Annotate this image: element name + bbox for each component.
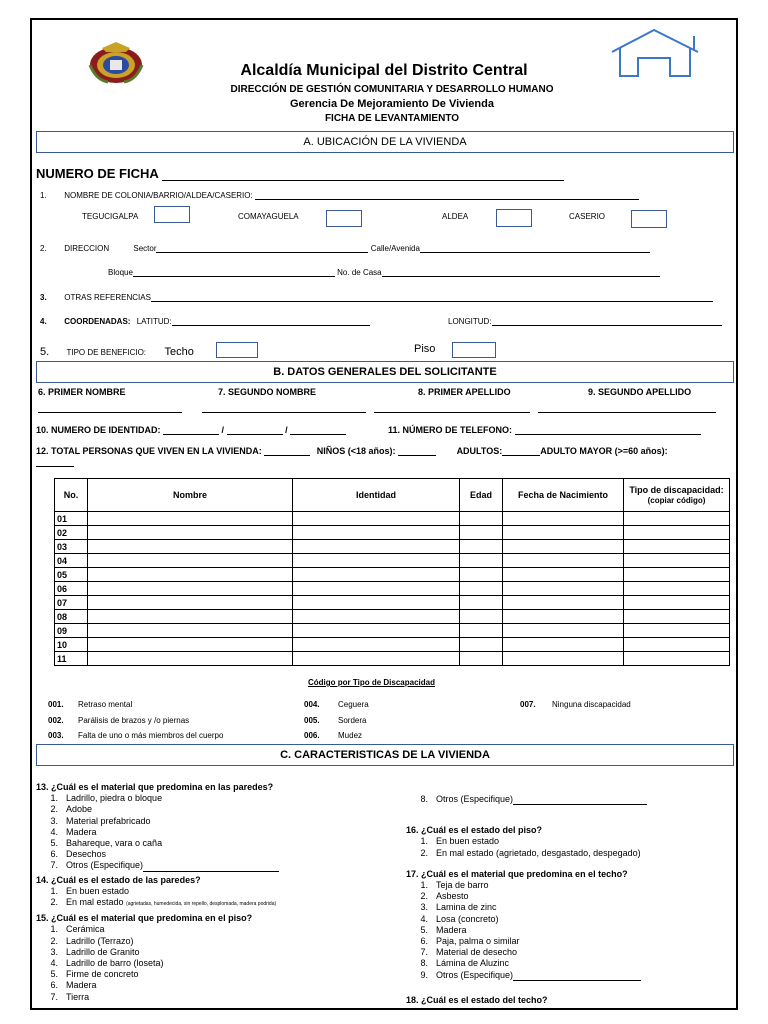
q13-list bbox=[36, 793, 406, 871]
code-004-label: Ceguera bbox=[338, 700, 369, 709]
q17-title: 17. ¿Cuál es el material que predomina en el techo? bbox=[406, 868, 628, 879]
segundo-apellido-field[interactable] bbox=[538, 404, 716, 413]
q17-option-3[interactable]: 3. Lamina de zinc bbox=[420, 902, 497, 913]
table-row bbox=[55, 568, 730, 582]
q15-option-4[interactable]: 4. Ladrillo de barro (loseta) bbox=[50, 958, 164, 969]
table-row bbox=[55, 652, 730, 666]
code-002-label: Parálisis de brazos y /o piernas bbox=[78, 716, 190, 725]
q13-option-6[interactable]: 6. Desechos bbox=[50, 849, 107, 860]
segundo-apellido-label: 9. SEGUNDO APELLIDO bbox=[588, 387, 692, 397]
q18-title: 18. ¿Cuál es el estado del techo? bbox=[406, 994, 548, 1005]
cell-no: 01 bbox=[55, 512, 88, 526]
cell-discapacidad[interactable] bbox=[624, 512, 730, 526]
caserio-checkbox[interactable] bbox=[631, 210, 667, 228]
cell-identidad[interactable] bbox=[293, 596, 460, 610]
aldea-checkbox[interactable] bbox=[496, 209, 532, 227]
techo-checkbox[interactable] bbox=[216, 342, 258, 358]
q13-option-5-label: Bahareque, vara o caña bbox=[66, 838, 163, 849]
cell-identidad[interactable] bbox=[293, 526, 460, 540]
telefono-label: 11. NÚMERO DE TELEFONO: bbox=[388, 425, 513, 435]
q2-direccion bbox=[40, 243, 650, 253]
identidad-label: 10. NUMERO DE IDENTIDAD: bbox=[36, 425, 161, 435]
q5-number: 5. bbox=[40, 346, 50, 358]
ninos-field[interactable] bbox=[398, 446, 436, 456]
identidad-sep-1: / bbox=[221, 425, 225, 435]
code-003-label: Falta de uno o más miembros del cuerpo bbox=[78, 731, 224, 740]
identidad-row bbox=[36, 425, 346, 435]
page-title: Alcaldía Municipal del Distrito Central bbox=[240, 62, 528, 79]
cell-no: 11 bbox=[55, 652, 88, 666]
q15-list bbox=[36, 924, 406, 1002]
cell-identidad[interactable] bbox=[293, 512, 460, 526]
cell-identidad[interactable] bbox=[293, 624, 460, 638]
q17-list bbox=[406, 880, 736, 981]
cell-fecha[interactable] bbox=[503, 512, 624, 526]
q17-option-8[interactable]: 8. Lámina de Aluzinc bbox=[420, 958, 510, 969]
q15-option-6[interactable]: 6. Madera bbox=[50, 980, 97, 991]
cell-nombre[interactable] bbox=[88, 652, 293, 666]
q2-number: 2. bbox=[40, 244, 47, 253]
segundo-nombre-label: 7. SEGUNDO NOMBRE bbox=[218, 387, 317, 397]
adulto-mayor-field[interactable] bbox=[36, 460, 74, 467]
table-row bbox=[55, 610, 730, 624]
cell-discapacidad[interactable] bbox=[624, 638, 730, 652]
table-row bbox=[55, 582, 730, 596]
col-edad: Edad bbox=[460, 479, 503, 512]
table-row bbox=[55, 526, 730, 540]
q17-option-4[interactable]: 4. Losa (concreto) bbox=[420, 913, 499, 924]
q15-option-1[interactable]: 1. Cerámica bbox=[50, 924, 105, 935]
personas-row bbox=[36, 446, 668, 456]
q17-option-1[interactable]: 1. Teja de barro bbox=[420, 880, 489, 891]
q17-option-5[interactable]: 5. Madera bbox=[420, 924, 467, 935]
q16-option-1-label: En buen estado bbox=[436, 836, 500, 847]
cell-fecha[interactable] bbox=[503, 596, 624, 610]
section-a-header: A. UBICACIÓN DE LA VIVIENDA bbox=[36, 131, 734, 153]
cell-fecha[interactable] bbox=[503, 554, 624, 568]
cell-fecha[interactable] bbox=[503, 568, 624, 582]
colonia-field[interactable] bbox=[255, 190, 639, 200]
q4-coordenadas bbox=[40, 316, 370, 326]
q13-option-6-label: Desechos bbox=[66, 849, 107, 860]
calle-field[interactable] bbox=[420, 243, 650, 253]
cell-no: 06 bbox=[55, 582, 88, 596]
referencias-field[interactable] bbox=[151, 292, 713, 302]
opt-aldea-label: ALDEA bbox=[442, 212, 469, 221]
q17-option-6[interactable]: 6. Paja, palma o similar bbox=[420, 936, 520, 947]
q14-option-2[interactable]: 2. En mal estado (agrietadas, humedecida, sin repello, desplomada, madera podrida) bbox=[50, 897, 277, 908]
q1-colonia bbox=[40, 190, 639, 200]
q14-option-2-note: (agrietadas, humedecida, sin repello, desplomada, madera podrida) bbox=[126, 901, 277, 908]
techo-label: Techo bbox=[164, 346, 194, 358]
piso-label: Piso bbox=[414, 343, 436, 355]
q13-option-1[interactable]: 1. Ladrillo, piedra o bloque bbox=[50, 793, 163, 804]
form-page bbox=[30, 18, 738, 1010]
cell-nombre[interactable] bbox=[88, 526, 293, 540]
code-006 bbox=[304, 731, 362, 740]
cell-discapacidad[interactable] bbox=[624, 582, 730, 596]
cell-fecha[interactable] bbox=[503, 624, 624, 638]
section-c-header: C. CARACTERISTICAS DE LA VIVIENDA bbox=[36, 744, 734, 766]
cell-identidad[interactable] bbox=[293, 540, 460, 554]
segundo-nombre-field[interactable] bbox=[202, 404, 366, 413]
code-007-num: 007. bbox=[520, 700, 536, 709]
q3-number: 3. bbox=[40, 293, 47, 302]
cell-nombre[interactable] bbox=[88, 582, 293, 596]
primer-apellido-field[interactable] bbox=[374, 404, 530, 413]
code-001-label: Retraso mental bbox=[78, 700, 133, 709]
q17-option-9-label: Otros (Especifique) bbox=[436, 969, 514, 980]
subtitle-direccion: DIRECCIÓN DE GESTIÓN COMUNITARIA Y DESARROLLO HUMANO bbox=[230, 84, 554, 95]
cell-edad[interactable] bbox=[460, 540, 503, 554]
comayaguela-checkbox[interactable] bbox=[326, 210, 362, 227]
cell-edad[interactable] bbox=[460, 526, 503, 540]
q16-option-2-label: En mal estado (agrietado, desgastado, despegado) bbox=[436, 847, 641, 858]
q3-label: OTRAS REFERENCIAS bbox=[64, 293, 151, 302]
q15-option-6-label: Madera bbox=[66, 980, 97, 991]
numero-ficha-field[interactable] bbox=[162, 171, 564, 181]
bloque-field[interactable] bbox=[133, 267, 335, 277]
cell-discapacidad[interactable] bbox=[624, 596, 730, 610]
primer-nombre-label: 6. PRIMER NOMBRE bbox=[38, 387, 126, 397]
cell-no: 03 bbox=[55, 540, 88, 554]
bloque-label: Bloque bbox=[108, 268, 133, 277]
cell-identidad[interactable] bbox=[293, 610, 460, 624]
q2-label: DIRECCION bbox=[64, 244, 110, 253]
q13-option-8[interactable]: 8. Otros (Especifique) bbox=[406, 794, 736, 805]
cell-edad[interactable] bbox=[460, 568, 503, 582]
piso-checkbox[interactable] bbox=[452, 342, 496, 358]
numero-ficha-label bbox=[36, 166, 564, 181]
cell-nombre[interactable] bbox=[88, 554, 293, 568]
longitud-row bbox=[448, 316, 722, 326]
q17-option-9[interactable]: 9. Otros (Especifique) bbox=[406, 970, 736, 981]
opt-tegucigalpa-label: TEGUCIGALPA bbox=[82, 212, 139, 221]
opt-caserio-label: CASERIO bbox=[569, 212, 606, 221]
longitud-label: LONGITUD: bbox=[448, 317, 492, 326]
cell-fecha[interactable] bbox=[503, 638, 624, 652]
personas-label: 12. TOTAL PERSONAS QUE VIVEN EN LA VIVIENDA: bbox=[36, 446, 262, 456]
code-003-num: 003. bbox=[48, 731, 64, 740]
q13-option-2[interactable]: 2. Adobe bbox=[50, 804, 93, 815]
q13-title: 13. ¿Cuál es el material que predomina en las paredes? bbox=[36, 782, 274, 792]
q16-option-1[interactable]: 1. En buen estado bbox=[420, 836, 500, 847]
subtitle-gerencia: Gerencia De Mejoramiento De Vivienda bbox=[290, 98, 494, 110]
cell-edad[interactable] bbox=[460, 596, 503, 610]
section-b-header: B. DATOS GENERALES DEL SOLICITANTE bbox=[36, 361, 734, 383]
q13-otros-field[interactable] bbox=[143, 862, 279, 872]
code-004 bbox=[304, 700, 369, 709]
primer-apellido-label: 8. PRIMER APELLIDO bbox=[418, 387, 511, 397]
cell-no: 10 bbox=[55, 638, 88, 652]
ninos-label: NIÑOS (<18 años): bbox=[316, 446, 396, 456]
q13-option-2-label: Adobe bbox=[66, 804, 93, 815]
cell-edad[interactable] bbox=[460, 624, 503, 638]
cell-discapacidad[interactable] bbox=[624, 652, 730, 666]
q17-option-5-label: Madera bbox=[436, 924, 467, 935]
table-row bbox=[55, 638, 730, 652]
code-006-num: 006. bbox=[304, 731, 320, 740]
q1-number: 1. bbox=[40, 191, 47, 200]
table-row bbox=[55, 512, 730, 526]
q13-option-4-label: Madera bbox=[66, 826, 97, 837]
cell-discapacidad[interactable] bbox=[624, 568, 730, 582]
q13-option-7[interactable]: 7. Otros (Especifique) bbox=[36, 860, 406, 871]
numero-ficha-text: NUMERO DE FICHA bbox=[36, 166, 159, 181]
q15-title: 15. ¿Cuál es el material que predomina en el piso? bbox=[36, 913, 253, 924]
q3-referencias bbox=[40, 292, 713, 302]
q13-option-5[interactable]: 5. Bahareque, vara o caña bbox=[50, 838, 163, 849]
identidad-field-2[interactable] bbox=[227, 425, 283, 435]
q5-beneficio bbox=[40, 342, 194, 360]
q17-option-3-label: Lamina de zinc bbox=[436, 902, 497, 913]
cell-fecha[interactable] bbox=[503, 540, 624, 554]
code-003 bbox=[48, 731, 223, 740]
left-questions bbox=[36, 782, 406, 1003]
q17-option-8-label: Lámina de Aluzinc bbox=[436, 958, 510, 969]
identidad-field-1[interactable] bbox=[163, 425, 219, 435]
q13-option-8-label: Otros (Especifique) bbox=[436, 794, 514, 804]
codigos-title: Código por Tipo de Discapacidad bbox=[308, 678, 435, 687]
tegucigalpa-checkbox[interactable] bbox=[154, 206, 190, 223]
persons-table bbox=[54, 478, 730, 666]
opt-comayaguela-label: COMAYAGUELA bbox=[238, 212, 299, 221]
cell-discapacidad[interactable] bbox=[624, 526, 730, 540]
q17-option-2-label: Asbesto bbox=[436, 891, 469, 902]
table-header-row bbox=[55, 479, 730, 512]
q13-option-1-label: Ladrillo, piedra o bloque bbox=[66, 793, 163, 804]
cell-identidad[interactable] bbox=[293, 638, 460, 652]
cell-discapacidad[interactable] bbox=[624, 624, 730, 638]
q5-label: TIPO DE BENEFICIO: bbox=[66, 348, 147, 357]
table-row bbox=[55, 540, 730, 554]
q14-option-2-label: En mal estado bbox=[66, 897, 124, 908]
sector-label: Sector bbox=[133, 244, 157, 253]
calle-label: Calle/Avenida bbox=[370, 244, 420, 253]
q16-option-2[interactable]: 2. En mal estado (agrietado, desgastado, despegado) bbox=[420, 847, 641, 858]
table-row bbox=[55, 624, 730, 638]
q4-label: COORDENADAS: bbox=[64, 317, 131, 326]
code-001 bbox=[48, 700, 132, 709]
q16-list bbox=[406, 836, 736, 858]
identidad-sep-2: / bbox=[285, 425, 288, 435]
q17-option-6-label: Paja, palma o similar bbox=[436, 936, 520, 947]
q1-label: NOMBRE DE COLONIA/BARRIO/ALDEA/CASERIO: bbox=[64, 191, 253, 200]
q14-option-1-label: En buen estado bbox=[66, 885, 130, 896]
telefono-field[interactable] bbox=[515, 425, 701, 435]
q4-number: 4. bbox=[40, 317, 47, 326]
code-005-label: Sordera bbox=[338, 716, 367, 725]
right-questions bbox=[406, 794, 736, 1006]
q15-option-5-label: Firme de concreto bbox=[66, 969, 139, 980]
table-row bbox=[55, 554, 730, 568]
code-002-num: 002. bbox=[48, 716, 64, 725]
code-005 bbox=[304, 716, 366, 725]
cell-edad[interactable] bbox=[460, 554, 503, 568]
bloque-row bbox=[108, 267, 660, 277]
q17-option-2[interactable]: 2. Asbesto bbox=[420, 891, 469, 902]
table-row bbox=[55, 596, 730, 610]
code-001-num: 001. bbox=[48, 700, 64, 709]
col-fecha: Fecha de Nacimiento bbox=[503, 479, 624, 512]
cell-nombre[interactable] bbox=[88, 624, 293, 638]
q15-option-2-label: Ladrillo (Terrazo) bbox=[66, 935, 134, 946]
q13-option-8-field[interactable] bbox=[513, 795, 647, 805]
cell-fecha[interactable] bbox=[503, 610, 624, 624]
primer-nombre-field[interactable] bbox=[38, 404, 182, 413]
q17-option-1-label: Teja de barro bbox=[436, 880, 489, 891]
q15-option-2[interactable]: 2. Ladrillo (Terrazo) bbox=[50, 935, 134, 946]
cell-identidad[interactable] bbox=[293, 652, 460, 666]
col-nombre: Nombre bbox=[88, 479, 293, 512]
col-discapacidad bbox=[624, 479, 730, 512]
cell-edad[interactable] bbox=[460, 582, 503, 596]
latitud-label: LATITUD: bbox=[136, 317, 172, 326]
q14-option-1[interactable]: 1. En buen estado bbox=[50, 885, 130, 896]
q13-option-4[interactable]: 4. Madera bbox=[50, 826, 97, 837]
col-discapacidad-title: Tipo de discapacidad: bbox=[629, 485, 724, 495]
cell-nombre[interactable] bbox=[88, 540, 293, 554]
cell-nombre[interactable] bbox=[88, 568, 293, 582]
cell-no: 05 bbox=[55, 568, 88, 582]
cell-fecha[interactable] bbox=[503, 526, 624, 540]
q14-title: 14. ¿Cuál es el estado de las paredes? bbox=[36, 874, 201, 885]
personas-field[interactable] bbox=[264, 446, 310, 456]
cell-edad[interactable] bbox=[460, 512, 503, 526]
cell-fecha[interactable] bbox=[503, 652, 624, 666]
cell-nombre[interactable] bbox=[88, 596, 293, 610]
cell-nombre[interactable] bbox=[88, 638, 293, 652]
cell-identidad[interactable] bbox=[293, 582, 460, 596]
code-007 bbox=[520, 700, 631, 709]
casa-field[interactable] bbox=[382, 267, 660, 277]
col-identidad: Identidad bbox=[293, 479, 460, 512]
cell-nombre[interactable] bbox=[88, 512, 293, 526]
latitud-field[interactable] bbox=[172, 316, 370, 326]
casa-label: No. de Casa bbox=[337, 268, 382, 277]
q17-option-7[interactable]: 7. Material de desecho bbox=[420, 947, 518, 958]
sector-field[interactable] bbox=[156, 243, 368, 253]
q13-option-7-label: Otros (Especifique) bbox=[66, 860, 144, 871]
cell-edad[interactable] bbox=[460, 610, 503, 624]
subtitle-ficha: FICHA DE LEVANTAMIENTO bbox=[324, 113, 460, 124]
q17-option-7-label: Material de desecho bbox=[436, 947, 518, 958]
q15-option-5[interactable]: 5. Firme de concreto bbox=[50, 969, 139, 980]
telefono-row bbox=[388, 425, 701, 435]
cell-no: 08 bbox=[55, 610, 88, 624]
adultos-field[interactable] bbox=[502, 446, 540, 456]
cell-identidad[interactable] bbox=[293, 568, 460, 582]
q15-option-7[interactable]: 7. Tierra bbox=[50, 991, 90, 1002]
q15-option-1-label: Cerámica bbox=[66, 924, 105, 935]
code-005-num: 005. bbox=[304, 716, 320, 725]
adulto-mayor-label: ADULTO MAYOR (>=60 años): bbox=[540, 446, 668, 456]
q13-option-3-label: Material prefabricado bbox=[66, 815, 151, 826]
code-004-num: 004. bbox=[304, 700, 320, 709]
col-discapacidad-note: (copiar código) bbox=[647, 496, 706, 505]
cell-no: 09 bbox=[55, 624, 88, 638]
identidad-field-3[interactable] bbox=[290, 425, 346, 435]
cell-no: 04 bbox=[55, 554, 88, 568]
cell-edad[interactable] bbox=[460, 652, 503, 666]
adultos-label: ADULTOS: bbox=[456, 446, 503, 456]
q15-option-3[interactable]: 3. Ladrillo de Granito bbox=[50, 946, 140, 957]
cell-discapacidad[interactable] bbox=[624, 540, 730, 554]
code-002 bbox=[48, 716, 189, 725]
q17-option-4-label: Losa (concreto) bbox=[436, 913, 499, 924]
q16-title: 16. ¿Cuál es el estado del piso? bbox=[406, 825, 543, 836]
col-no: No. bbox=[55, 479, 88, 512]
cell-discapacidad[interactable] bbox=[624, 554, 730, 568]
q15-option-7-label: Tierra bbox=[66, 991, 90, 1002]
cell-no: 07 bbox=[55, 596, 88, 610]
cell-no: 02 bbox=[55, 526, 88, 540]
q17-otros-field[interactable] bbox=[513, 971, 641, 981]
cell-identidad[interactable] bbox=[293, 554, 460, 568]
cell-fecha[interactable] bbox=[503, 582, 624, 596]
q15-option-3-label: Ladrillo de Granito bbox=[66, 946, 140, 957]
longitud-field[interactable] bbox=[492, 316, 722, 326]
code-007-label: Ninguna discapacidad bbox=[552, 700, 631, 709]
q13-option-3[interactable]: 3. Material prefabricado bbox=[50, 815, 151, 826]
cell-nombre[interactable] bbox=[88, 610, 293, 624]
code-006-label: Mudez bbox=[338, 731, 363, 740]
q15-option-4-label: Ladrillo de barro (loseta) bbox=[66, 958, 164, 969]
cell-discapacidad[interactable] bbox=[624, 610, 730, 624]
cell-edad[interactable] bbox=[460, 638, 503, 652]
